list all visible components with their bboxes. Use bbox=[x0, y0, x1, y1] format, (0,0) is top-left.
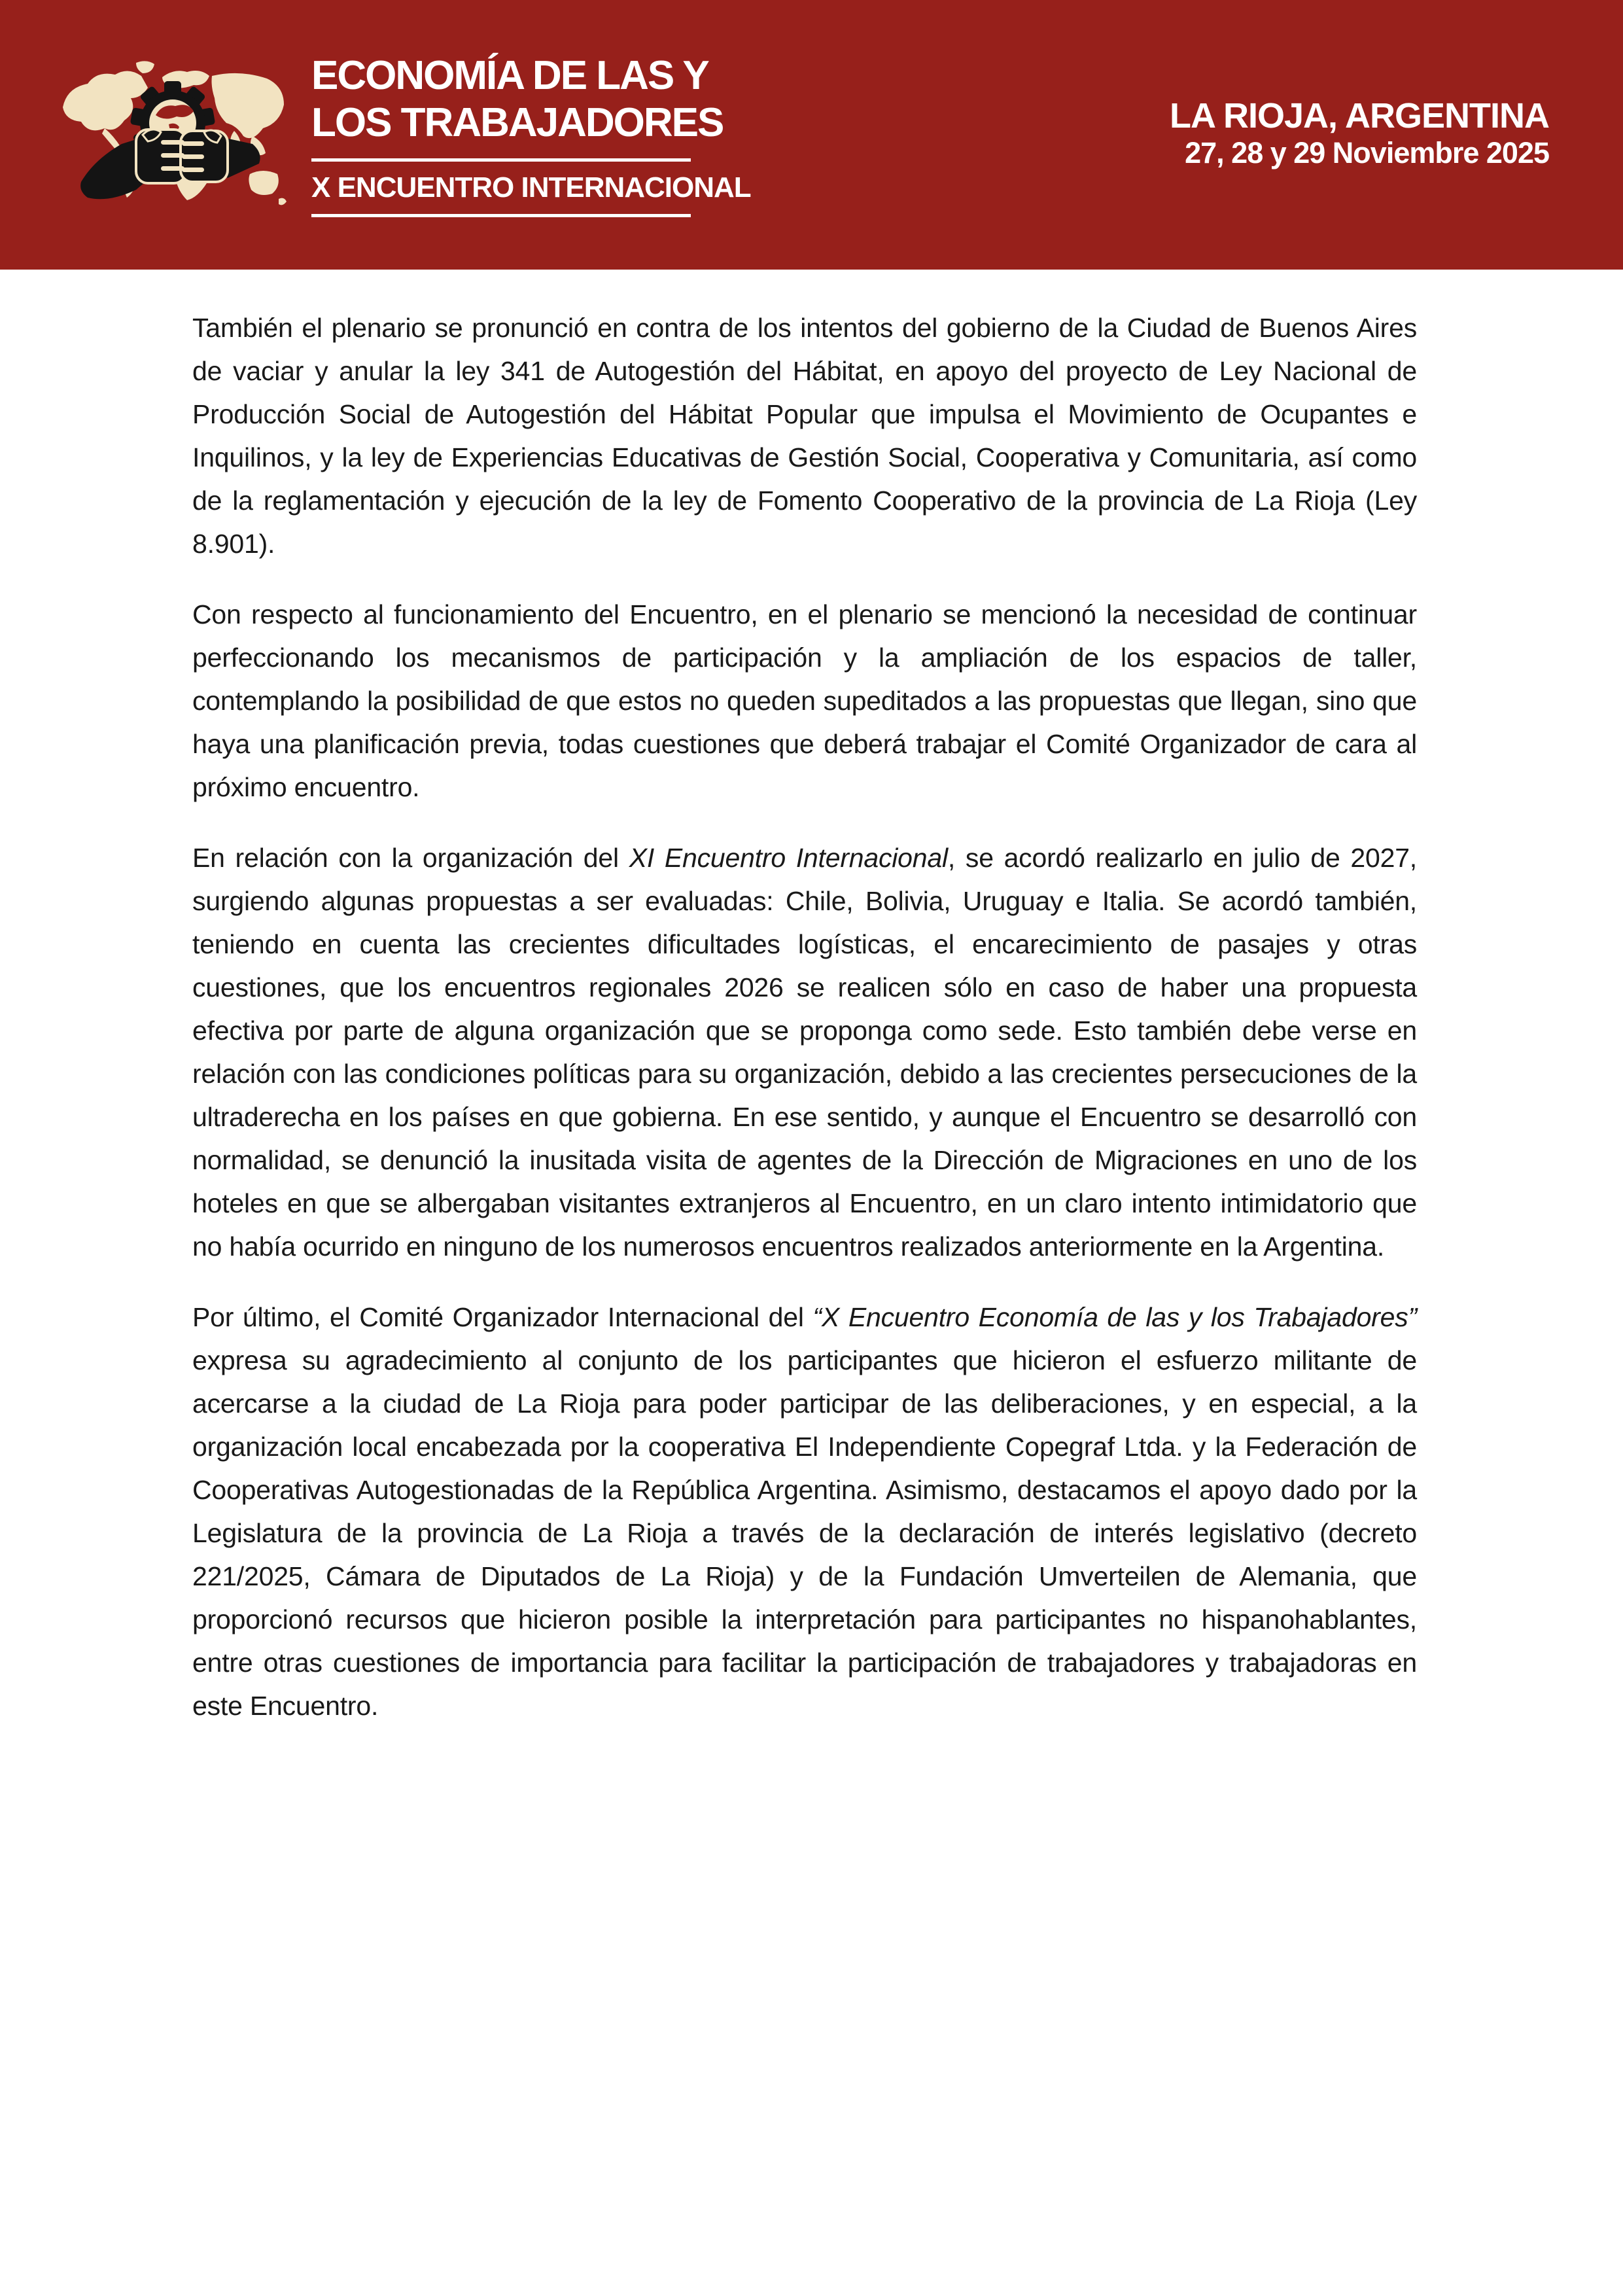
header-banner bbox=[0, 0, 1623, 270]
header-location-block bbox=[1170, 96, 1549, 170]
paragraph bbox=[192, 836, 1417, 1268]
paragraph-run: expresa su agradecimiento al conjunto de los participantes que hicieron el esfuerzo militante de acercarse a la ciudad de La Rioja para poder participar de las deliberaciones, y en especial, a la organización local encabezada por la cooperativa El Independiente Copegraf Ltda. y la Federación de Cooperativas Autogestionadas de la República Argentina. Asimismo, destacamos el apoyo dado por la Legislatura de la provincia de La Rioja a través de la declaración de interés legislativo (decreto 221/2025, Cámara de Diputados de La Rioja) y de la Fundación Umverteilen de Alemania, que proporcionó recursos que hicieron posible la interpretación para participantes no hispanohablantes, entre otras cuestiones de importancia para facilitar la participación de trabajadores y trabajadoras en este Encuentro. bbox=[192, 1345, 1417, 1721]
header-title-block bbox=[311, 52, 751, 217]
header-dates: 27, 28 y 29 Noviembre 2025 bbox=[1185, 136, 1549, 169]
paragraph bbox=[192, 1296, 1417, 1727]
header-location: LA RIOJA, ARGENTINA bbox=[1169, 96, 1549, 135]
header-title-line2: LOS TRABAJADORES bbox=[311, 100, 724, 145]
header-divider-top bbox=[311, 158, 691, 162]
paragraph-run: , se acordó realizarlo en julio de 2027, surgiendo algunas propuestas a ser evaluadas: Chile, Bolivia, Uruguay e Italia. Se acordó también, teniendo en cuenta las crecientes dificultades logísticas, el encarecimiento de pasajes y otras cuestiones, que los encuentros regionales 2026 se realicen sólo en caso de haber una propuesta efectiva por parte de alguna organización que se proponga como sede. Esto también debe verse en relación con las condiciones políticas para su organización, debido a las crecientes persecuciones de la ultraderecha en los países en que gobierna. En ese sentido, y aunque el Encuentro se desarrolló con normalidad, se denunció la inusitada visita de agentes de la Dirección de Migraciones en uno de los hoteles en que se albergaban visitantes extranjeros al Encuentro, en un claro intento intimidatorio que no había ocurrido en ninguno de los numerosos encuentros realizados anteriormente en la Argentina. bbox=[192, 843, 1417, 1262]
document-body bbox=[192, 306, 1417, 1755]
paragraph-run: Por último, el Comité Organizador Internacional del bbox=[192, 1302, 813, 1332]
paragraph-run: También el plenario se pronunció en contra de los intentos del gobierno de la Ciudad de Buenos Aires de vaciar y anular la ley 341 de Autogestión del Hábitat, en apoyo del proyecto de Ley Nacional de Producción Social de Autogestión del Hábitat Popular que impulsa el Movimiento de Ocupantes e Inquilinos, y la ley de Experiencias Educativas de Gestión Social, Cooperativa y Comunitaria, así como de la reglamentación y ejecución de la ley de Fomento Cooperativo de la provincia de La Rioja (Ley 8.901). bbox=[192, 313, 1417, 559]
paragraph bbox=[192, 306, 1417, 565]
event-logo bbox=[59, 58, 289, 212]
paragraph-run: Con respecto al funcionamiento del Encuentro, en el plenario se mencionó la necesidad de continuar perfeccionando los mecanismos de participación y la ampliación de los espacios de taller, contemplando la posibilidad de que estos no queden supeditados a las propuestas que llegan, sino que haya una planificación previa, todas cuestiones que deberá trabajar el Comité Organizador de cara al próximo encuentro. bbox=[192, 599, 1417, 802]
header-divider-bottom bbox=[311, 214, 691, 217]
paragraph-run-italic: “X Encuentro Economía de las y los Trabajadores” bbox=[812, 1302, 1417, 1332]
paragraph-run-italic: XI Encuentro Internacional bbox=[629, 843, 948, 873]
paragraph-run: En relación con la organización del bbox=[192, 843, 629, 873]
header-title-line1: ECONOMÍA DE LAS Y bbox=[311, 53, 708, 98]
paragraph bbox=[192, 593, 1417, 809]
header-subtitle: X ENCUENTRO INTERNACIONAL bbox=[311, 171, 751, 203]
